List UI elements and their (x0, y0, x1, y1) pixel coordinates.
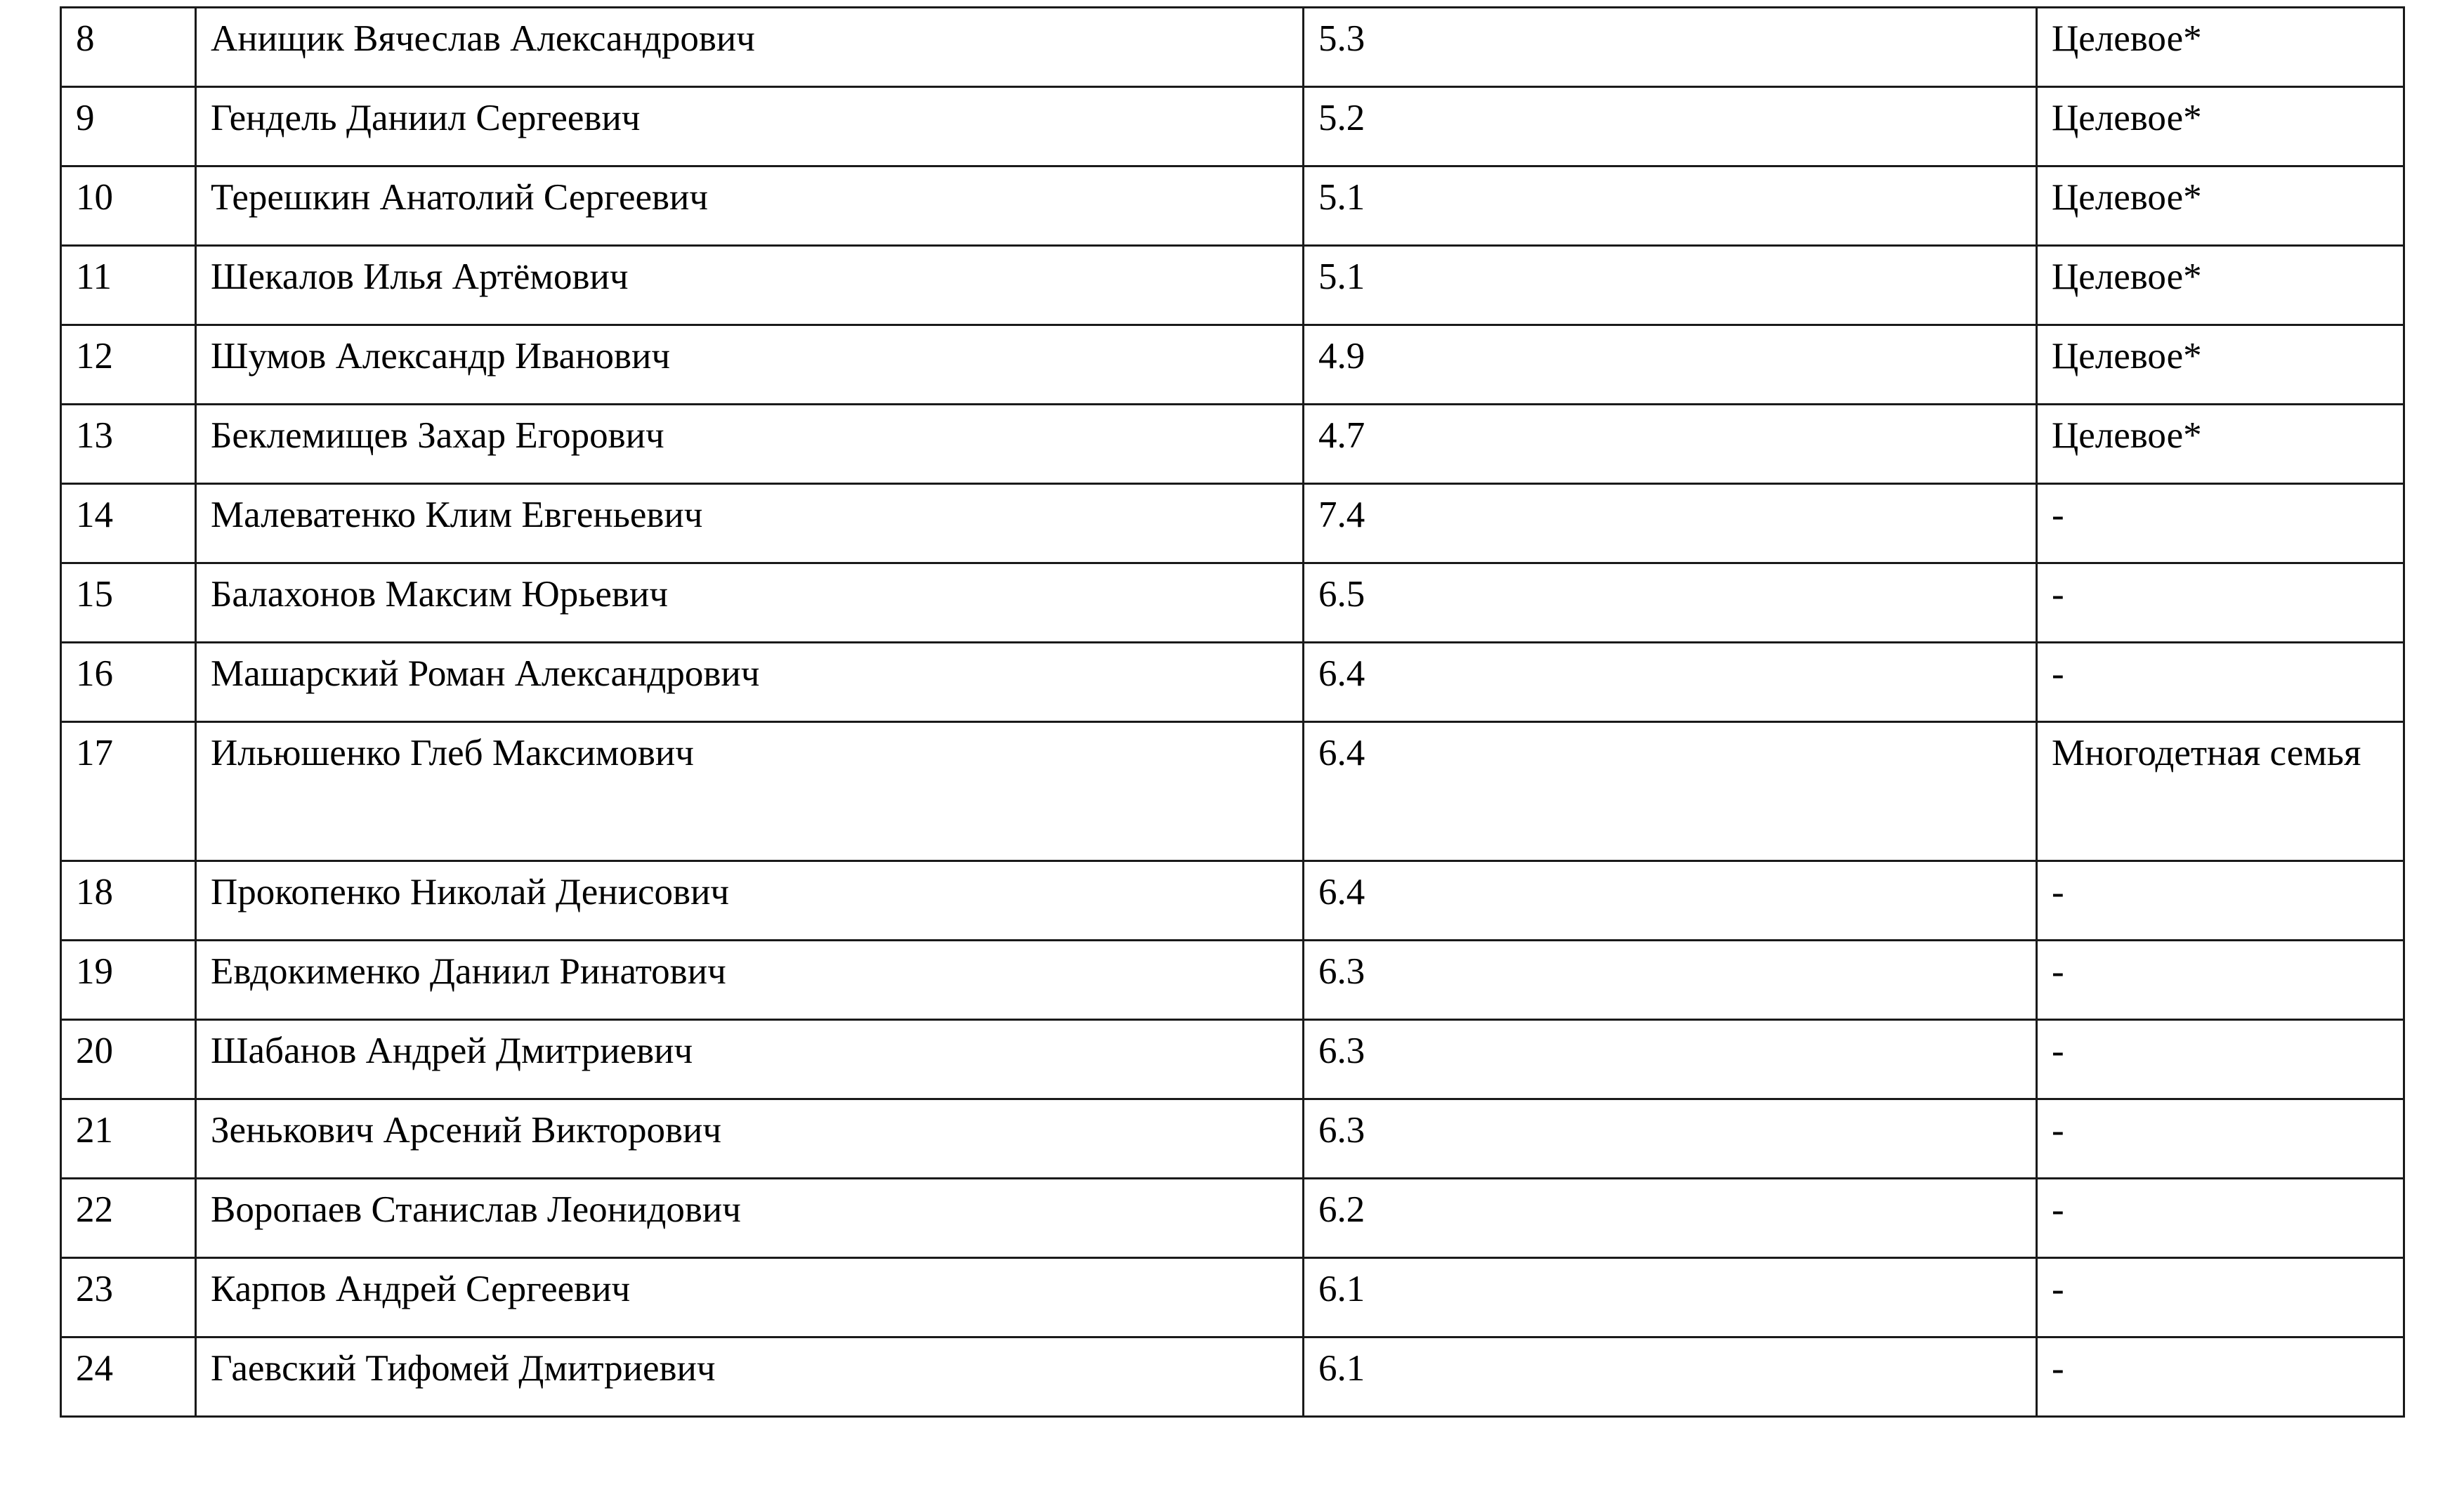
full-name-cell: Прокопенко Николай Денисович (196, 861, 1304, 941)
note-cell: Целевое* (2037, 87, 2404, 166)
full-name-cell: Шекалов Илья Артёмович (196, 246, 1304, 325)
score-cell: 6.4 (1304, 861, 2037, 941)
table-row (61, 166, 2404, 246)
score-cell: 6.1 (1304, 1337, 2037, 1417)
score-cell: 5.3 (1304, 8, 2037, 87)
note-cell: Многодетная семья (2037, 722, 2404, 861)
full-name-cell: Зенькович Арсений Викторович (196, 1099, 1304, 1179)
full-name-cell: Шабанов Андрей Дмитриевич (196, 1020, 1304, 1099)
note-cell: - (2037, 643, 2404, 722)
score-cell: 6.3 (1304, 1099, 2037, 1179)
row-number-cell: 15 (61, 563, 196, 643)
row-number-cell: 20 (61, 1020, 196, 1099)
table-row (61, 1258, 2404, 1337)
row-number-cell: 9 (61, 87, 196, 166)
full-name-cell: Беклемищев Захар Егорович (196, 405, 1304, 484)
score-cell: 7.4 (1304, 484, 2037, 563)
full-name-cell: Малеватенко Клим Евгеньевич (196, 484, 1304, 563)
score-cell: 4.7 (1304, 405, 2037, 484)
table-row (61, 941, 2404, 1020)
score-cell: 5.1 (1304, 246, 2037, 325)
table-row (61, 861, 2404, 941)
row-number-cell: 22 (61, 1179, 196, 1258)
score-cell: 6.4 (1304, 643, 2037, 722)
full-name-cell: Шумов Александр Иванович (196, 325, 1304, 405)
table-row (61, 246, 2404, 325)
full-name-cell: Машарский Роман Александрович (196, 643, 1304, 722)
score-cell: 6.3 (1304, 1020, 2037, 1099)
table-row (61, 8, 2404, 87)
row-number-cell: 19 (61, 941, 196, 1020)
score-cell: 6.4 (1304, 722, 2037, 861)
row-number-cell: 10 (61, 166, 196, 246)
score-cell: 6.3 (1304, 941, 2037, 1020)
table-row (61, 1099, 2404, 1179)
full-name-cell: Гаевский Тифомей Дмитриевич (196, 1337, 1304, 1417)
full-name-cell: Анищик Вячеслав Александрович (196, 8, 1304, 87)
note-cell: Целевое* (2037, 325, 2404, 405)
row-number-cell: 13 (61, 405, 196, 484)
table-row (61, 325, 2404, 405)
note-cell: - (2037, 1258, 2404, 1337)
row-number-cell: 16 (61, 643, 196, 722)
score-cell: 6.2 (1304, 1179, 2037, 1258)
row-number-cell: 23 (61, 1258, 196, 1337)
table-row (61, 1179, 2404, 1258)
table-row (61, 643, 2404, 722)
note-cell: - (2037, 1020, 2404, 1099)
full-name-cell: Воропаев Станислав Леонидович (196, 1179, 1304, 1258)
full-name-cell: Терешкин Анатолий Сергеевич (196, 166, 1304, 246)
table-row (61, 484, 2404, 563)
row-number-cell: 21 (61, 1099, 196, 1179)
table-row (61, 87, 2404, 166)
note-cell: Целевое* (2037, 246, 2404, 325)
note-cell: - (2037, 1179, 2404, 1258)
row-number-cell: 8 (61, 8, 196, 87)
score-cell: 5.2 (1304, 87, 2037, 166)
note-cell: - (2037, 1099, 2404, 1179)
full-name-cell: Балахонов Максим Юрьевич (196, 563, 1304, 643)
full-name-cell: Гендель Даниил Сергеевич (196, 87, 1304, 166)
table-row (61, 405, 2404, 484)
full-name-cell: Ильюшенко Глеб Максимович (196, 722, 1304, 861)
note-cell: Целевое* (2037, 8, 2404, 87)
row-number-cell: 24 (61, 1337, 196, 1417)
table-row (61, 722, 2404, 861)
score-cell: 6.5 (1304, 563, 2037, 643)
row-number-cell: 14 (61, 484, 196, 563)
row-number-cell: 12 (61, 325, 196, 405)
row-number-cell: 18 (61, 861, 196, 941)
note-cell: - (2037, 1337, 2404, 1417)
note-cell: Целевое* (2037, 166, 2404, 246)
score-cell: 5.1 (1304, 166, 2037, 246)
table-row (61, 1337, 2404, 1417)
note-cell: - (2037, 861, 2404, 941)
note-cell: - (2037, 484, 2404, 563)
note-cell: - (2037, 941, 2404, 1020)
full-name-cell: Евдокименко Даниил Ринатович (196, 941, 1304, 1020)
row-number-cell: 11 (61, 246, 196, 325)
note-cell: Целевое* (2037, 405, 2404, 484)
note-cell: - (2037, 563, 2404, 643)
score-cell: 4.9 (1304, 325, 2037, 405)
applicant-table-container (60, 6, 2405, 1418)
applicant-table-body (61, 8, 2404, 1417)
row-number-cell: 17 (61, 722, 196, 861)
full-name-cell: Карпов Андрей Сергеевич (196, 1258, 1304, 1337)
applicant-table (60, 6, 2405, 1418)
table-row (61, 563, 2404, 643)
table-row (61, 1020, 2404, 1099)
score-cell: 6.1 (1304, 1258, 2037, 1337)
